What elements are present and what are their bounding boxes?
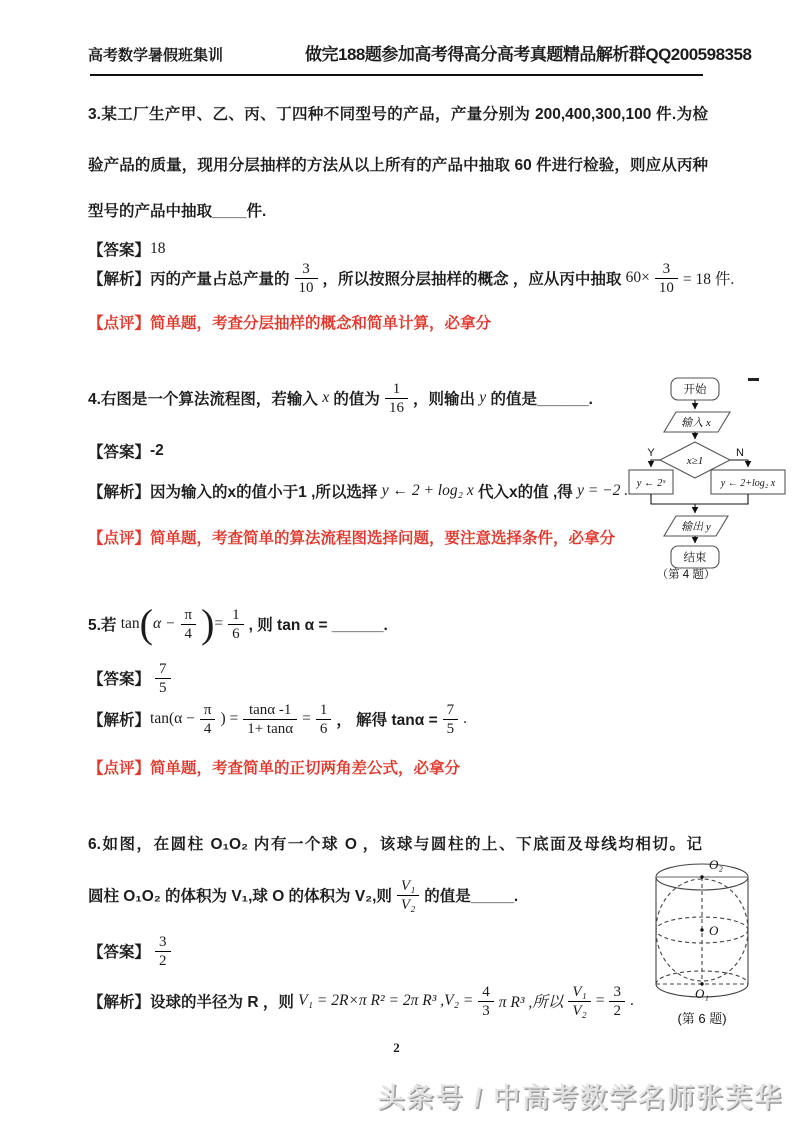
- q4-flowchart: [623, 370, 789, 582]
- answer-label: 【答案】: [88, 944, 151, 961]
- watermark-text: 头条号 / 中高考数学名师张芙华: [377, 1083, 783, 1113]
- analysis-label: 【解析】: [88, 484, 151, 501]
- q5-comment-text: 简单题，考查简单的正切两角差公式，必拿分: [150, 760, 461, 777]
- q6-analysis-formula: V₁ = 2R×π R² = 2π R³ ,V₂ =: [298, 992, 474, 1009]
- q5-analysis-math1: tan(α −: [150, 710, 195, 727]
- flowchart-start-label: 开始: [683, 384, 707, 396]
- flowchart-right-branch-label: y ← 2+log₂ x: [720, 478, 776, 489]
- fraction-pi-4: $\frac{\pi}{4}$: [180, 606, 196, 643]
- q4-analysis-formula: y ← 2 + log₂ x: [381, 482, 474, 499]
- q5-equals: =: [214, 615, 224, 632]
- flowchart-output-label: 输出 y: [681, 521, 711, 533]
- q3-analysis-result: = 18 件.: [682, 271, 735, 288]
- page-number: 2: [393, 1040, 400, 1055]
- fraction-7-5: $\frac{7}{5}$: [443, 701, 459, 738]
- q3-line2: 验产品的质量，现用分层抽样的方法从以上所有的产品中抽取 60 件进行检验，则应从丙种: [88, 157, 708, 174]
- flowchart-left-branch-label: y ← 2ˣ: [636, 478, 666, 489]
- q4-var-y: y: [479, 389, 487, 406]
- answer-label: 【答案】: [88, 671, 151, 688]
- q4-analysis-result: y = −2 .: [577, 482, 629, 499]
- header-course-title: 高考数学暑假班集训: [88, 47, 224, 64]
- header-promo-text: 做完188题参加高考得高分高考真题精品解析群QQ200598358: [305, 45, 752, 64]
- q3-line3: 型号的产品中抽取____件.: [88, 203, 267, 220]
- q4-question-row: [88, 374, 628, 422]
- analysis-label: 【解析】: [88, 712, 151, 729]
- fraction-1-16: $\frac{1}{16}$: [385, 380, 408, 417]
- q6-line1: 6.如图，在圆柱 O₁O₂ 内有一个球 O ，该球与圆柱的上、下底面及母线均相切。记: [88, 836, 702, 853]
- point-o2: [700, 875, 703, 878]
- label-o: O: [709, 923, 719, 938]
- q3-comment-text: 简单题，考查分层抽样的概念和简单计算，必拿分: [150, 315, 492, 332]
- fraction-3-10-b: $\frac{3}{10}$: [655, 260, 678, 297]
- q5-analysis-period: .: [463, 710, 467, 727]
- q5-answer-fraction: $\frac{7}{5}$: [155, 660, 171, 697]
- q5-analysis-row: [88, 694, 467, 744]
- answer-label: 【答案】: [88, 242, 151, 259]
- fraction-v1-v2: $\frac{\text{V₁}}{\text{V₂}}$: [397, 877, 419, 914]
- q3-analysis-row: [88, 254, 734, 302]
- fraction-3-2: $\frac{3}{2}$: [609, 983, 625, 1020]
- q5-paren-close: ): [201, 601, 215, 646]
- comment-label: 【点评】: [88, 530, 151, 547]
- analysis-label: 【解析】: [88, 994, 151, 1011]
- q6-analysis-formula2: π R³ ,所以: [498, 994, 564, 1011]
- flowchart-decision-label: x≥1: [686, 455, 704, 467]
- cylinder-caption: (第 6 题): [677, 1011, 727, 1026]
- q4-question-text4: 的值是______.: [486, 391, 593, 408]
- fraction-3-10: $\frac{3}{10}$: [295, 260, 318, 297]
- q3-analysis-text: 丙的产量占总产量的: [150, 271, 290, 288]
- q6-line2-text2: 的值是_____.: [424, 888, 519, 905]
- q4-question-text: 4.右图是一个算法流程图，若输入: [88, 391, 323, 408]
- comment-label: 【点评】: [88, 760, 151, 777]
- flowchart-yes-label: Y: [647, 447, 655, 459]
- fraction-tan: $\frac{\tan\alpha -1}{1+ \tan\alpha}$: [243, 701, 297, 738]
- q3-line1: 3.某工厂生产甲、乙、丙、丁四种不同型号的产品，产量分别为 200,400,300,100 件.为检: [88, 106, 708, 123]
- q4-comment-row: [88, 528, 618, 550]
- q6-analysis-row: [88, 976, 634, 1026]
- q4-analysis-row: [88, 480, 629, 502]
- q5-comment-row: [88, 758, 708, 780]
- label-o2: O₂: [709, 857, 723, 872]
- q6-answer-row: [88, 928, 176, 974]
- analysis-label: 【解析】: [88, 271, 151, 288]
- q6-analysis-eq: =: [595, 992, 605, 1009]
- fraction-v1-v2-b: $\frac{\text{V₁}}{\text{V₂}}$: [568, 983, 590, 1020]
- q4-analysis-text2: 代入x的值 ,得: [473, 484, 578, 501]
- q4-answer-value: -2: [150, 442, 164, 459]
- point-o: [700, 928, 703, 931]
- q6-cylinder-diagram: [625, 851, 783, 1033]
- answer-label: 【答案】: [88, 444, 151, 461]
- q4-comment-text: 简单题，考查简单的算法流程图选择问题，要注意选择条件，必拿分: [150, 530, 616, 547]
- q6-analysis-text: 设球的半径为 R ，则: [150, 994, 299, 1011]
- label-o1: O₁: [695, 986, 709, 1001]
- q6-analysis-period: .: [629, 992, 634, 1009]
- flowchart-no-label: N: [736, 447, 744, 459]
- header-divider: [90, 74, 703, 76]
- q5-analysis-text: ， 解得 tanα =: [336, 712, 438, 729]
- q5-analysis-math2: ) =: [220, 710, 239, 727]
- q3-analysis-text2: ，所以按照分层抽样的概念 ，应从丙中抽取: [322, 271, 626, 288]
- comment-label: 【点评】: [88, 315, 151, 332]
- flowchart-input-label: 输入 x: [681, 417, 711, 429]
- q5-question-row: [88, 596, 388, 652]
- q3-analysis-math: 60×: [625, 269, 650, 286]
- q3-comment-row: [88, 313, 708, 335]
- flowchart-end-label: 结束: [683, 552, 707, 564]
- q6-line2-text: 圆柱 O₁O₂ 的体积为 V₁,球 O 的体积为 V₂,则: [88, 888, 392, 905]
- q4-question-text2: 的值为: [329, 391, 380, 408]
- q4-answer-row: [88, 440, 164, 462]
- q6-answer-fraction: $\frac{3}{2}$: [155, 933, 171, 970]
- flowchart-caption: （第 4 题）: [656, 569, 716, 581]
- q4-analysis-text: 因为输入的x的值小于1 ,所以选择: [150, 484, 382, 501]
- fraction-1-6: $\frac{1}{6}$: [228, 606, 244, 643]
- q5-question-text: 5.若: [88, 617, 121, 634]
- q3-answer-value: 18: [150, 240, 166, 257]
- q5-paren-open: (: [139, 601, 153, 646]
- fraction-pi-4-b: $\frac{\pi}{4}$: [200, 701, 216, 738]
- fraction-4-3: $\frac{4}{3}$: [478, 983, 494, 1020]
- fraction-1-6-b: $\frac{1}{6}$: [316, 701, 332, 738]
- q5-question-text2: , 则 tan α = ______.: [248, 617, 388, 634]
- q5-tan: tan: [120, 615, 140, 632]
- q4-var-x: x: [322, 389, 330, 406]
- q5-alpha: α −: [153, 615, 176, 632]
- q5-analysis-eq: =: [302, 710, 311, 727]
- q4-question-text3: ，则输出: [412, 391, 480, 408]
- q6-line2-row: [88, 870, 618, 920]
